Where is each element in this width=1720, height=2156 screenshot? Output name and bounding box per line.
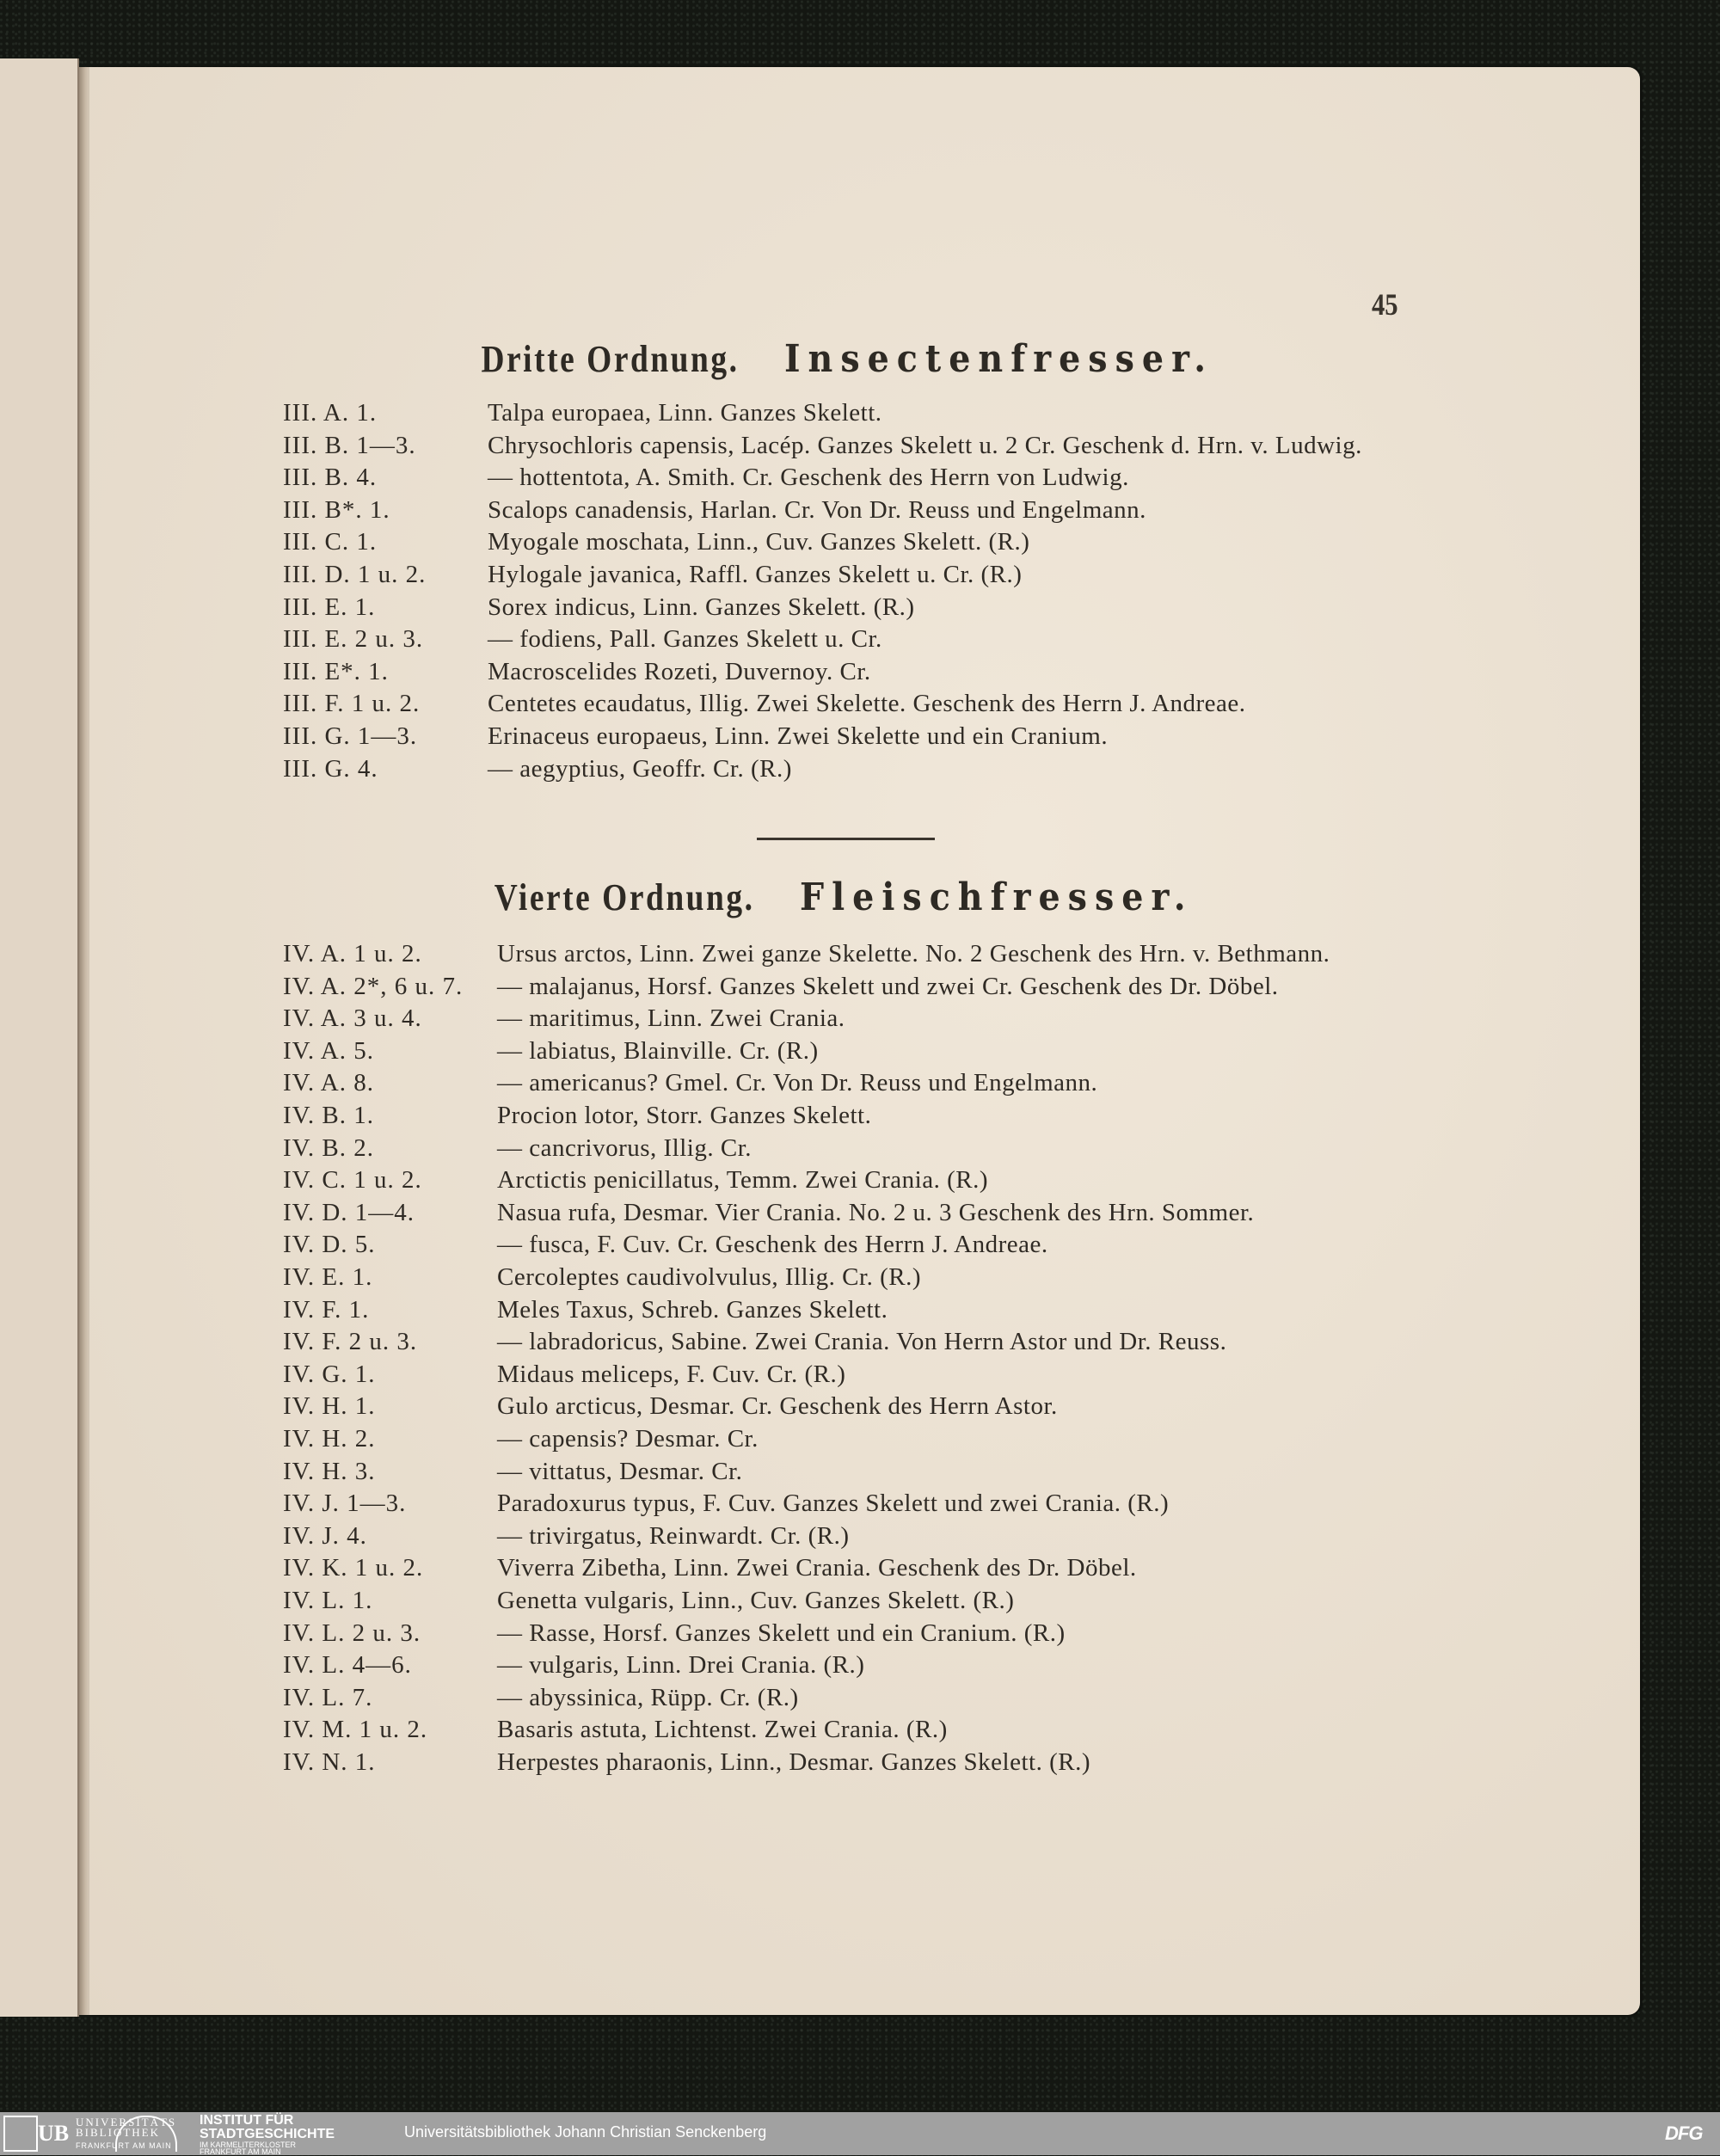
section-divider (757, 838, 935, 840)
group-label: Fleischfresser. (800, 875, 1194, 919)
entry-code: III. A. 1. (283, 399, 378, 427)
entry-description: — labradoricus, Sabine. Zwei Crania. Von Herrn Astor und Dr. Reuss. (497, 1328, 1227, 1356)
order-label: Dritte Ordnung. (481, 338, 740, 380)
entry-description: — malajanus, Horsf. Ganzes Skelett und zwei Cr. Geschenk des Dr. Döbel. (497, 972, 1279, 1000)
entry-code: III. C. 1. (283, 528, 378, 556)
entry-description: — capensis? Desmar. Cr. (497, 1425, 759, 1453)
entry-code: III. B. 4. (283, 464, 378, 492)
library-title: Universitätsbibliothek Johann Christian Senckenberg (404, 2123, 767, 2141)
ub-name-line2: BIBLIOTHEK (76, 2126, 160, 2139)
entry-code: IV. M. 1 u. 2. (283, 1716, 428, 1744)
group-label: Insectenfresser. (784, 337, 1214, 381)
entry-code: III. D. 1 u. 2. (283, 561, 427, 588)
entry-description: Genetta vulgaris, Linn., Cuv. Ganzes Skelett. (R.) (497, 1587, 1015, 1614)
entry-code: IV. A. 2*, 6 u. 7. (283, 972, 464, 1000)
entry-code: IV. H. 1. (283, 1392, 376, 1421)
entry-description: Chrysochloris capensis, Lacép. Ganzes Skelett u. 2 Cr. Geschenk d. Hrn. v. Ludwig. (488, 431, 1362, 459)
entry-description: — vulgaris, Linn. Drei Crania. (R.) (497, 1651, 865, 1680)
entry-description: Talpa europaea, Linn. Ganzes Skelett. (488, 399, 882, 427)
entry-description: — vittatus, Desmar. Cr. (497, 1457, 743, 1485)
entry-description: Erinaceus europaeus, Linn. Zwei Skelette und ein Cranium. (488, 722, 1109, 750)
entry-code: IV. L. 7. (283, 1683, 373, 1711)
entry-description: Centetes ecaudatus, Illig. Zwei Skelette. Geschenk des Herrn J. Andreae. (488, 690, 1246, 718)
entry-description: Arctictis penicillatus, Temm. Zwei Crania. (R.) (497, 1166, 988, 1195)
entry-code: IV. B. 2. (283, 1133, 374, 1162)
entry-description: Meles Taxus, Schreb. Ganzes Skelett. (497, 1295, 888, 1324)
entry-description: Ursus arctos, Linn. Zwei ganze Skelette. No. 2 Geschenk des Hrn. v. Bethmann. (497, 940, 1330, 967)
entry-description: Midaus meliceps, F. Cuv. Cr. (R.) (497, 1360, 846, 1388)
entry-description: Paradoxurus typus, F. Cuv. Ganzes Skelett und zwei Crania. (R.) (497, 1490, 1170, 1518)
page-number: 45 (1372, 287, 1398, 322)
facing-page-edge (0, 58, 79, 2017)
entry-code: III. E. 2 u. 3. (283, 625, 424, 654)
entry-code: IV. F. 1. (283, 1295, 370, 1324)
entry-description: — fodiens, Pall. Ganzes Skelett u. Cr. (488, 625, 882, 654)
entry-description: Viverra Zibetha, Linn. Zwei Crania. Geschenk des Dr. Döbel. (497, 1554, 1137, 1582)
entry-code: IV. B. 1. (283, 1102, 374, 1129)
entry-description: — Rasse, Horsf. Ganzes Skelett und ein Cranium. (R.) (497, 1619, 1066, 1647)
entry-code: IV. D. 5. (283, 1231, 376, 1259)
section-heading-carnivores (471, 875, 1238, 919)
section-heading-insectivores (458, 337, 1262, 381)
ub-mark: UB (38, 2121, 70, 2146)
entry-code: IV. E. 1. (283, 1263, 373, 1291)
entry-code: III. B*. 1. (283, 495, 390, 524)
entry-description: Scalops canadensis, Harlan. Cr. Von Dr. Reuss und Engelmann. (488, 495, 1146, 524)
entry-description: — aegyptius, Geoffr. Cr. (R.) (488, 754, 792, 783)
entry-description: Myogale moschata, Linn., Cuv. Ganzes Skelett. (R.) (488, 528, 1030, 556)
dfg-logo: DFG (1665, 2122, 1703, 2144)
entry-description: Gulo arcticus, Desmar. Cr. Geschenk des Herrn Astor. (497, 1392, 1058, 1421)
entry-code: III. B. 1—3. (283, 431, 416, 459)
entry-code: IV. C. 1 u. 2. (283, 1166, 422, 1195)
entry-code: IV. L. 1. (283, 1587, 373, 1614)
ub-city: FRANKFURT AM MAIN (76, 2141, 172, 2150)
entry-description: — labiatus, Blainville. Cr. (R.) (497, 1036, 819, 1065)
isg-line1: INSTITUT FÜR (200, 2113, 294, 2128)
entry-description: Macroscelides Rozeti, Duvernoy. Cr. (488, 657, 871, 685)
entry-code: III. E. 1. (283, 593, 376, 621)
entry-description: Nasua rufa, Desmar. Vier Crania. No. 2 u. 3 Geschenk des Hrn. Sommer. (497, 1198, 1255, 1226)
book-gutter (79, 67, 89, 2015)
entry-description: — trivirgatus, Reinwardt. Cr. (R.) (497, 1521, 850, 1550)
entry-description: — americanus? Gmel. Cr. Von Dr. Reuss und Engelmann. (497, 1069, 1098, 1097)
entry-code: III. G. 4. (283, 754, 378, 783)
entry-code: IV. H. 2. (283, 1425, 376, 1453)
ub-portrait-logo-icon (3, 2116, 38, 2152)
entry-description: — cancrivorus, Illig. Cr. (497, 1133, 752, 1162)
entry-code: IV. A. 8. (283, 1069, 374, 1097)
entry-description: Procion lotor, Storr. Ganzes Skelett. (497, 1102, 872, 1129)
entry-description: Herpestes pharaonis, Linn., Desmar. Ganzes Skelett. (R.) (497, 1748, 1090, 1776)
ub-name-line1: UNIVERSITÄTS (76, 2116, 177, 2128)
entry-code: III. F. 1 u. 2. (283, 690, 421, 718)
entry-code: IV. J. 1—3. (283, 1490, 407, 1518)
entry-code: III. E*. 1. (283, 657, 389, 685)
entry-description: — maritimus, Linn. Zwei Crania. (497, 1004, 845, 1033)
entry-code: IV. G. 1. (283, 1360, 376, 1388)
entry-description: Hylogale javanica, Raffl. Ganzes Skelett u. Cr. (R.) (488, 561, 1023, 588)
entry-code: IV. J. 4. (283, 1521, 367, 1550)
entry-description: Basaris astuta, Lichtenst. Zwei Crania. (R.) (497, 1716, 948, 1744)
entry-code: IV. K. 1 u. 2. (283, 1554, 424, 1582)
entry-code: IV. A. 1 u. 2. (283, 940, 422, 967)
isg-line3: IM KARMELITERKLOSTER (200, 2141, 297, 2149)
entry-code: IV. A. 3 u. 4. (283, 1004, 422, 1033)
entry-code: IV. L. 2 u. 3. (283, 1619, 421, 1647)
isg-line4: FRANKFURT AM MAIN (200, 2147, 281, 2156)
entry-code: III. G. 1—3. (283, 722, 418, 750)
entry-description: — abyssinica, Rüpp. Cr. (R.) (497, 1683, 799, 1711)
entry-code: IV. D. 1—4. (283, 1198, 415, 1226)
entry-code: IV. H. 3. (283, 1457, 376, 1485)
entry-description: — hottentota, A. Smith. Cr. Geschenk des Herrn von Ludwig. (488, 464, 1129, 492)
entry-code: IV. A. 5. (283, 1036, 374, 1065)
entry-description: Sorex indicus, Linn. Ganzes Skelett. (R.) (488, 593, 915, 621)
entry-description: Cercoleptes caudivolvulus, Illig. Cr. (R.) (497, 1263, 921, 1291)
entry-description: — fusca, F. Cuv. Cr. Geschenk des Herrn J. Andreae. (497, 1231, 1048, 1259)
entry-code: IV. L. 4—6. (283, 1651, 412, 1680)
isg-line2: STADTGESCHICHTE (200, 2127, 335, 2141)
order-label: Vierte Ordnung. (494, 876, 755, 918)
entry-code: IV. F. 2 u. 3. (283, 1328, 418, 1356)
viewer-footer-bar (0, 2112, 1720, 2155)
entry-code: IV. N. 1. (283, 1748, 376, 1776)
